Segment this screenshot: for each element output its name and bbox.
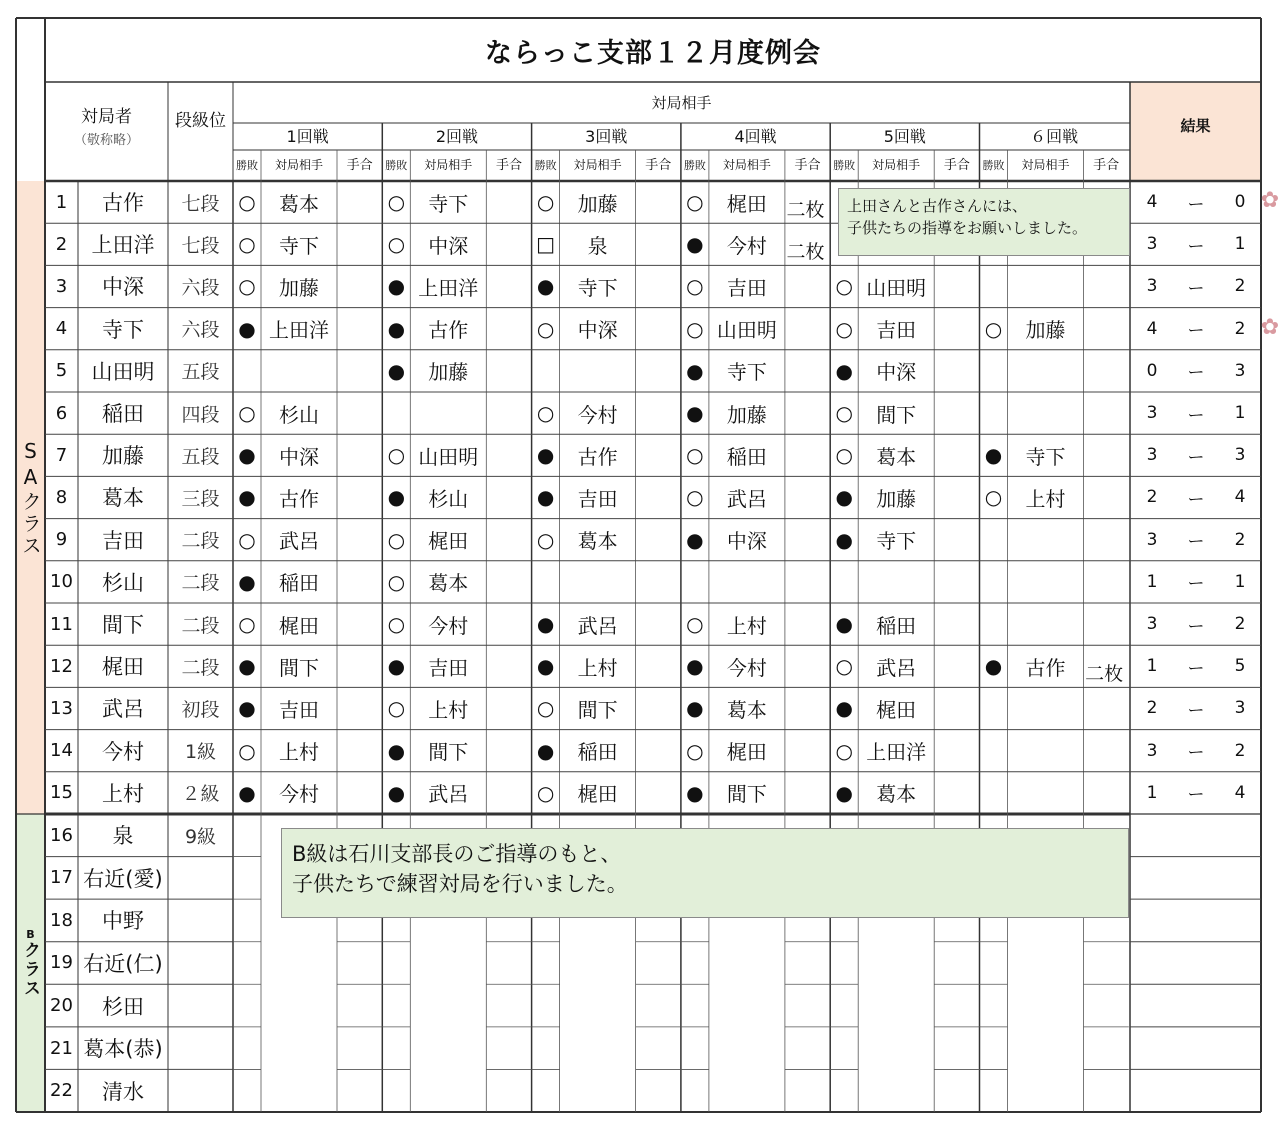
player-header: 対局者: [81, 106, 132, 127]
player-rank: 初段: [181, 698, 220, 721]
opponent-header: 対局相手: [573, 158, 622, 173]
loss-mark: ●: [387, 358, 406, 383]
handicap-value: 二枚: [1085, 662, 1124, 685]
result-dash: ー: [1187, 236, 1205, 257]
loss-mark: ●: [387, 485, 406, 510]
result-dash: ー: [1187, 278, 1205, 299]
opponent-name: 加藤: [876, 486, 917, 511]
losses-count: 1: [1234, 571, 1246, 592]
opponent-name: 間下: [428, 740, 469, 765]
loss-mark: ●: [387, 738, 406, 763]
loss-mark: ●: [984, 654, 1003, 679]
player-rank: 1級: [184, 741, 217, 764]
handicap-header: 手合: [495, 157, 522, 173]
opponent-name: 吉田: [279, 697, 319, 722]
wins-count: 3: [1146, 445, 1158, 466]
player-name: 中深: [102, 275, 144, 300]
losses-count: 3: [1234, 445, 1246, 466]
player-name: 葛本: [102, 486, 144, 511]
player-number: 14: [50, 740, 73, 762]
opponent-name: 加藤: [726, 402, 767, 427]
loss-mark: ●: [536, 443, 555, 468]
player-rank: 六段: [181, 276, 220, 299]
win-mark: ○: [387, 696, 406, 721]
losses-count: 2: [1234, 740, 1246, 761]
opponent-name: 加藤: [279, 275, 319, 300]
opponent-name: 寺下: [726, 360, 767, 385]
win-loss-header: 勝敗: [982, 158, 1005, 172]
opponent-name: 間下: [279, 655, 319, 680]
opponent-name: 葛本: [279, 191, 319, 216]
opponent-name: 上村: [577, 655, 618, 680]
player-rank: 五段: [181, 445, 220, 468]
opponent-name: 今村: [279, 782, 319, 807]
win-mark: ○: [835, 443, 853, 468]
loss-mark: ●: [387, 316, 406, 341]
class-b-letter: B: [26, 928, 35, 941]
opponent-name: 梶田: [428, 529, 469, 554]
opponent-name: 間下: [876, 402, 917, 427]
opponent-name: 上村: [1025, 486, 1066, 511]
result-dash: ー: [1187, 658, 1205, 679]
wins-count: 3: [1146, 529, 1158, 550]
class-b-label: [16, 814, 45, 1112]
player-name: 稲田: [102, 402, 144, 427]
player-name: 山田明: [91, 359, 155, 384]
win-mark: ○: [686, 612, 704, 637]
player-name: 今村: [102, 739, 144, 764]
handicap-value: 二枚: [786, 240, 825, 263]
player-rank: 二段: [181, 656, 220, 679]
loss-mark: ●: [387, 274, 406, 299]
flower-stamp-icon: ✿: [1260, 314, 1280, 340]
win-loss-header: 勝敗: [236, 158, 258, 172]
opponent-name: 杉山: [279, 402, 319, 427]
opponent-name: 上田洋: [866, 740, 927, 765]
result-dash: ー: [1187, 616, 1205, 637]
opponent-name: 稲田: [876, 613, 917, 638]
win-mark: ○: [238, 527, 256, 552]
win-mark: ○: [387, 569, 406, 594]
loss-mark: ●: [238, 316, 256, 341]
opponent-name: 吉田: [577, 486, 618, 511]
win-mark: ○: [387, 612, 406, 637]
win-mark: ○: [835, 654, 853, 679]
opponent-name: 稲田: [279, 571, 319, 596]
loss-mark: ●: [686, 696, 704, 721]
win-mark: ○: [238, 738, 256, 763]
opponent-name: 梶田: [876, 697, 917, 722]
player-number: 5: [55, 360, 68, 382]
player-number: 12: [50, 655, 73, 677]
player-number: 18: [50, 909, 73, 931]
win-mark: ○: [387, 190, 406, 215]
win-loss-header: 勝敗: [833, 158, 856, 172]
player-number: 15: [50, 782, 73, 804]
losses-count: 2: [1234, 529, 1246, 550]
loss-mark: ●: [835, 612, 853, 637]
opponent-name: 稲田: [577, 740, 618, 765]
opponent-name: 武呂: [876, 655, 917, 680]
player-name: 杉山: [102, 570, 144, 595]
win-mark: ○: [238, 274, 256, 299]
player-name: 泉: [112, 824, 134, 849]
win-mark: ○: [387, 527, 406, 552]
opponent-name: 今村: [726, 233, 767, 258]
losses-count: 2: [1234, 614, 1246, 635]
round-header: 1回戦: [286, 126, 329, 146]
losses-count: 4: [1234, 487, 1246, 508]
losses-count: 2: [1234, 276, 1246, 297]
wins-count: 3: [1146, 403, 1158, 424]
wins-count: 2: [1146, 698, 1158, 719]
win-mark: ○: [536, 527, 555, 552]
win-mark: ○: [238, 190, 256, 215]
loss-mark: ●: [238, 780, 256, 805]
wins-count: 2: [1146, 487, 1158, 508]
player-number: 19: [50, 952, 73, 974]
loss-mark: ●: [536, 274, 555, 299]
opponent-name: 杉山: [428, 486, 469, 511]
opponent-name: 山田明: [866, 275, 927, 300]
win-mark: ○: [984, 316, 1003, 341]
opponent-name: 上田洋: [418, 275, 479, 300]
losses-count: 3: [1234, 360, 1246, 381]
class-b-text: クラス: [20, 941, 40, 998]
player-name: 葛本(恭): [83, 1037, 163, 1062]
win-mark: ○: [835, 738, 853, 763]
opponent-name: 古作: [279, 486, 319, 511]
win-mark: ○: [387, 232, 406, 257]
opponent-name: 武呂: [577, 613, 618, 638]
opponent-name: 寺下: [577, 275, 618, 300]
opponent-name: 寺下: [1025, 444, 1066, 469]
result-dash: ー: [1187, 532, 1205, 553]
opponent-name: 上村: [726, 613, 767, 638]
loss-mark: ●: [238, 443, 256, 468]
loss-mark: ●: [835, 696, 853, 721]
opponent-name: 武呂: [726, 486, 767, 511]
opponent-name: 間下: [726, 782, 767, 807]
win-mark: ○: [686, 738, 704, 763]
result-dash: ー: [1187, 574, 1205, 595]
opponent-name: 中深: [428, 233, 469, 258]
wins-count: 1: [1146, 571, 1158, 592]
player-rank: 二段: [181, 530, 220, 553]
player-note: （敬称略）: [73, 133, 139, 149]
loss-mark: ●: [984, 443, 1003, 468]
b-class-note-line: B級は石川支部長のご指導のもと、: [292, 842, 622, 866]
opponent-name: 中深: [577, 318, 618, 343]
opponent-name: 葛本: [577, 529, 618, 554]
wins-count: 3: [1146, 276, 1158, 297]
opponent-name: 武呂: [428, 782, 469, 807]
loss-mark: ●: [686, 780, 704, 805]
result-dash: ー: [1187, 743, 1205, 764]
coaching-note-line: 上田さんと古作さんには、: [847, 197, 1028, 215]
player-number: 4: [55, 318, 68, 340]
player-number: 3: [55, 275, 68, 297]
player-number: 2: [55, 233, 68, 255]
opponent-name: 今村: [726, 655, 767, 680]
player-number: 8: [55, 486, 68, 508]
loss-mark: ●: [536, 485, 555, 510]
player-number: 13: [50, 697, 73, 719]
opponent-name: 古作: [1025, 655, 1066, 680]
handicap-value: 二枚: [786, 198, 825, 221]
win-mark: ○: [536, 401, 555, 426]
handicap-header: 手合: [794, 157, 821, 173]
opponent-name: 葛本: [428, 571, 469, 596]
player-number: 21: [50, 1037, 73, 1059]
player-rank: ２級: [181, 783, 220, 806]
wins-count: 3: [1146, 614, 1158, 635]
loss-mark: ●: [387, 654, 406, 679]
page-title: ならっこ支部１２月度例会: [485, 37, 821, 69]
opponent-name: 吉田: [726, 275, 767, 300]
loss-mark: ●: [686, 358, 704, 383]
result-dash: ー: [1187, 363, 1205, 384]
win-mark: ○: [238, 401, 256, 426]
loss-mark: ●: [238, 654, 256, 679]
player-name: 上田洋: [91, 233, 155, 258]
loss-mark: ●: [536, 738, 555, 763]
loss-mark: ●: [686, 232, 704, 257]
player-name: 古作: [102, 191, 144, 216]
loss-mark: ●: [835, 485, 853, 510]
win-mark: ○: [835, 401, 853, 426]
coaching-note: [838, 188, 1130, 256]
wins-count: 1: [1146, 782, 1158, 803]
player-name: 間下: [102, 613, 144, 638]
draw-mark: □: [536, 232, 556, 257]
win-mark: ○: [686, 190, 704, 215]
opponent-name: 稲田: [726, 444, 767, 469]
wins-count: 3: [1146, 740, 1158, 761]
player-number: 20: [50, 995, 73, 1017]
player-rank: 四段: [181, 403, 220, 426]
handicap-header: 手合: [1093, 157, 1120, 173]
player-name: 清水: [102, 1079, 144, 1104]
opponent-name: 武呂: [279, 529, 319, 554]
wins-count: 0: [1146, 360, 1158, 381]
win-mark: ○: [835, 316, 853, 341]
result-header: 結果: [1180, 116, 1211, 135]
loss-mark: ●: [238, 696, 256, 721]
round-header: 5回戦: [883, 126, 926, 146]
flower-stamp-icon: ✿: [1260, 187, 1280, 213]
opponent-header: 対局相手: [274, 158, 323, 173]
opponent-name: 山田明: [716, 318, 777, 343]
player-name: 武呂: [102, 697, 144, 722]
player-name: 加藤: [102, 444, 144, 469]
win-mark: ○: [536, 696, 555, 721]
player-number: 7: [55, 444, 68, 466]
player-rank: 三段: [181, 487, 220, 510]
opponent-name: 加藤: [428, 360, 469, 385]
result-dash: ー: [1187, 489, 1205, 510]
win-mark: ○: [686, 485, 704, 510]
win-mark: ○: [536, 190, 555, 215]
player-name: 吉田: [102, 528, 144, 553]
loss-mark: ●: [835, 780, 853, 805]
round-header: 4回戦: [734, 126, 777, 146]
loss-mark: ●: [238, 485, 256, 510]
loss-mark: ●: [536, 612, 555, 637]
win-mark: ○: [686, 274, 704, 299]
loss-mark: ●: [686, 401, 704, 426]
losses-count: 1: [1234, 234, 1246, 255]
opponent-header: 対局相手: [872, 158, 921, 173]
player-number: 16: [50, 824, 73, 846]
player-rank: 七段: [181, 234, 220, 257]
player-name: 上村: [102, 781, 144, 806]
opponent-name: 葛本: [876, 782, 917, 807]
player-rank: 9級: [184, 825, 217, 848]
result-dash: ー: [1187, 405, 1205, 426]
result-dash: ー: [1187, 700, 1205, 721]
opponent-name: 中深: [726, 529, 767, 554]
rank-header: 段級位: [175, 111, 226, 132]
opponent-name: 山田明: [418, 444, 479, 469]
player-name: 寺下: [102, 317, 144, 342]
win-mark: ○: [686, 316, 704, 341]
losses-count: 3: [1234, 698, 1246, 719]
opponent-name: 梶田: [726, 191, 767, 216]
opponent-name: 加藤: [1025, 318, 1066, 343]
loss-mark: ●: [238, 569, 256, 594]
opponent-header: 対局相手: [1021, 158, 1070, 173]
losses-count: 1: [1234, 403, 1246, 424]
opponent-name: 古作: [577, 444, 618, 469]
round-header: 3回戦: [585, 126, 628, 146]
opponent-name: 間下: [577, 697, 618, 722]
opponent-name: 中深: [876, 360, 917, 385]
coaching-note-line: 子供たちの指導をお願いしました。: [847, 219, 1088, 237]
player-name: 杉田: [102, 994, 144, 1019]
win-mark: ○: [686, 443, 704, 468]
result-dash: ー: [1187, 785, 1205, 806]
opponent-name: 寺下: [279, 233, 319, 258]
win-mark: ○: [835, 274, 853, 299]
opponent-name: 上田洋: [269, 318, 329, 343]
opponent-name: 上村: [428, 697, 469, 722]
opponent-name: 寺下: [428, 191, 469, 216]
opponents-header: 対局相手: [651, 93, 712, 112]
result-dash: ー: [1187, 194, 1205, 215]
loss-mark: ●: [835, 358, 853, 383]
class-a-text: SAクラス: [18, 438, 43, 557]
result-dash: ー: [1187, 447, 1205, 468]
player-name: 中野: [102, 909, 144, 934]
round-header: 2回戦: [435, 126, 479, 146]
round-header: ６回戦: [1030, 126, 1079, 146]
loss-mark: ●: [835, 527, 853, 552]
player-rank: 五段: [181, 361, 220, 384]
win-mark: ○: [238, 612, 256, 637]
opponent-name: 梶田: [726, 740, 767, 765]
losses-count: 0: [1234, 192, 1246, 213]
win-mark: ○: [536, 316, 555, 341]
b-class-note: [281, 828, 1129, 918]
player-rank: 二段: [181, 572, 220, 595]
b-class-note-line: 子供たちで練習対局を行いました。: [292, 872, 628, 896]
player-name: 右近(愛): [83, 866, 163, 891]
player-rank: 二段: [181, 614, 220, 637]
player-rank: 七段: [181, 192, 220, 215]
loss-mark: ●: [387, 780, 406, 805]
player-number: 11: [50, 613, 73, 635]
win-mark: ○: [984, 485, 1003, 510]
opponent-name: 古作: [428, 318, 469, 343]
wins-count: 1: [1146, 656, 1158, 677]
opponent-name: 泉: [587, 233, 608, 258]
opponent-name: 吉田: [428, 655, 469, 680]
opponent-name: 今村: [428, 613, 469, 638]
player-number: 1: [55, 191, 68, 213]
opponent-name: 今村: [577, 402, 618, 427]
opponent-name: 吉田: [876, 318, 917, 343]
player-number: 9: [55, 529, 68, 551]
opponent-name: 梶田: [577, 782, 618, 807]
class-a-label: [16, 181, 45, 814]
win-mark: ○: [238, 232, 256, 257]
losses-count: 2: [1234, 318, 1246, 339]
opponent-name: 寺下: [876, 529, 917, 554]
win-mark: ○: [387, 443, 406, 468]
player-number: 10: [50, 571, 73, 593]
wins-count: 4: [1146, 318, 1158, 339]
win-loss-header: 勝敗: [683, 158, 706, 172]
opponent-header: 対局相手: [424, 158, 473, 173]
loss-mark: ●: [536, 654, 555, 679]
opponent-name: 上村: [279, 740, 319, 765]
losses-count: 5: [1234, 656, 1246, 677]
opponent-name: 加藤: [577, 191, 618, 216]
opponent-name: 梶田: [279, 613, 319, 638]
player-name: 右近(仁): [83, 951, 163, 976]
handicap-header: 手合: [943, 157, 970, 173]
wins-count: 4: [1146, 192, 1158, 213]
win-mark: ○: [536, 780, 555, 805]
player-name: 梶田: [102, 655, 144, 680]
win-loss-header: 勝敗: [385, 158, 408, 172]
win-loss-header: 勝敗: [534, 158, 557, 172]
handicap-header: 手合: [346, 157, 373, 173]
losses-count: 4: [1234, 782, 1246, 803]
loss-mark: ●: [686, 654, 704, 679]
result-dash: ー: [1187, 321, 1205, 342]
loss-mark: ●: [686, 527, 704, 552]
opponent-header: 対局相手: [722, 158, 771, 173]
player-number: 17: [50, 867, 73, 889]
handicap-header: 手合: [645, 157, 672, 173]
opponent-name: 葛本: [876, 444, 917, 469]
wins-count: 3: [1146, 234, 1158, 255]
opponent-name: 葛本: [726, 697, 767, 722]
opponent-name: 中深: [279, 444, 319, 469]
player-number: 22: [50, 1080, 73, 1102]
player-number: 6: [55, 402, 68, 424]
player-rank: 六段: [181, 319, 220, 342]
